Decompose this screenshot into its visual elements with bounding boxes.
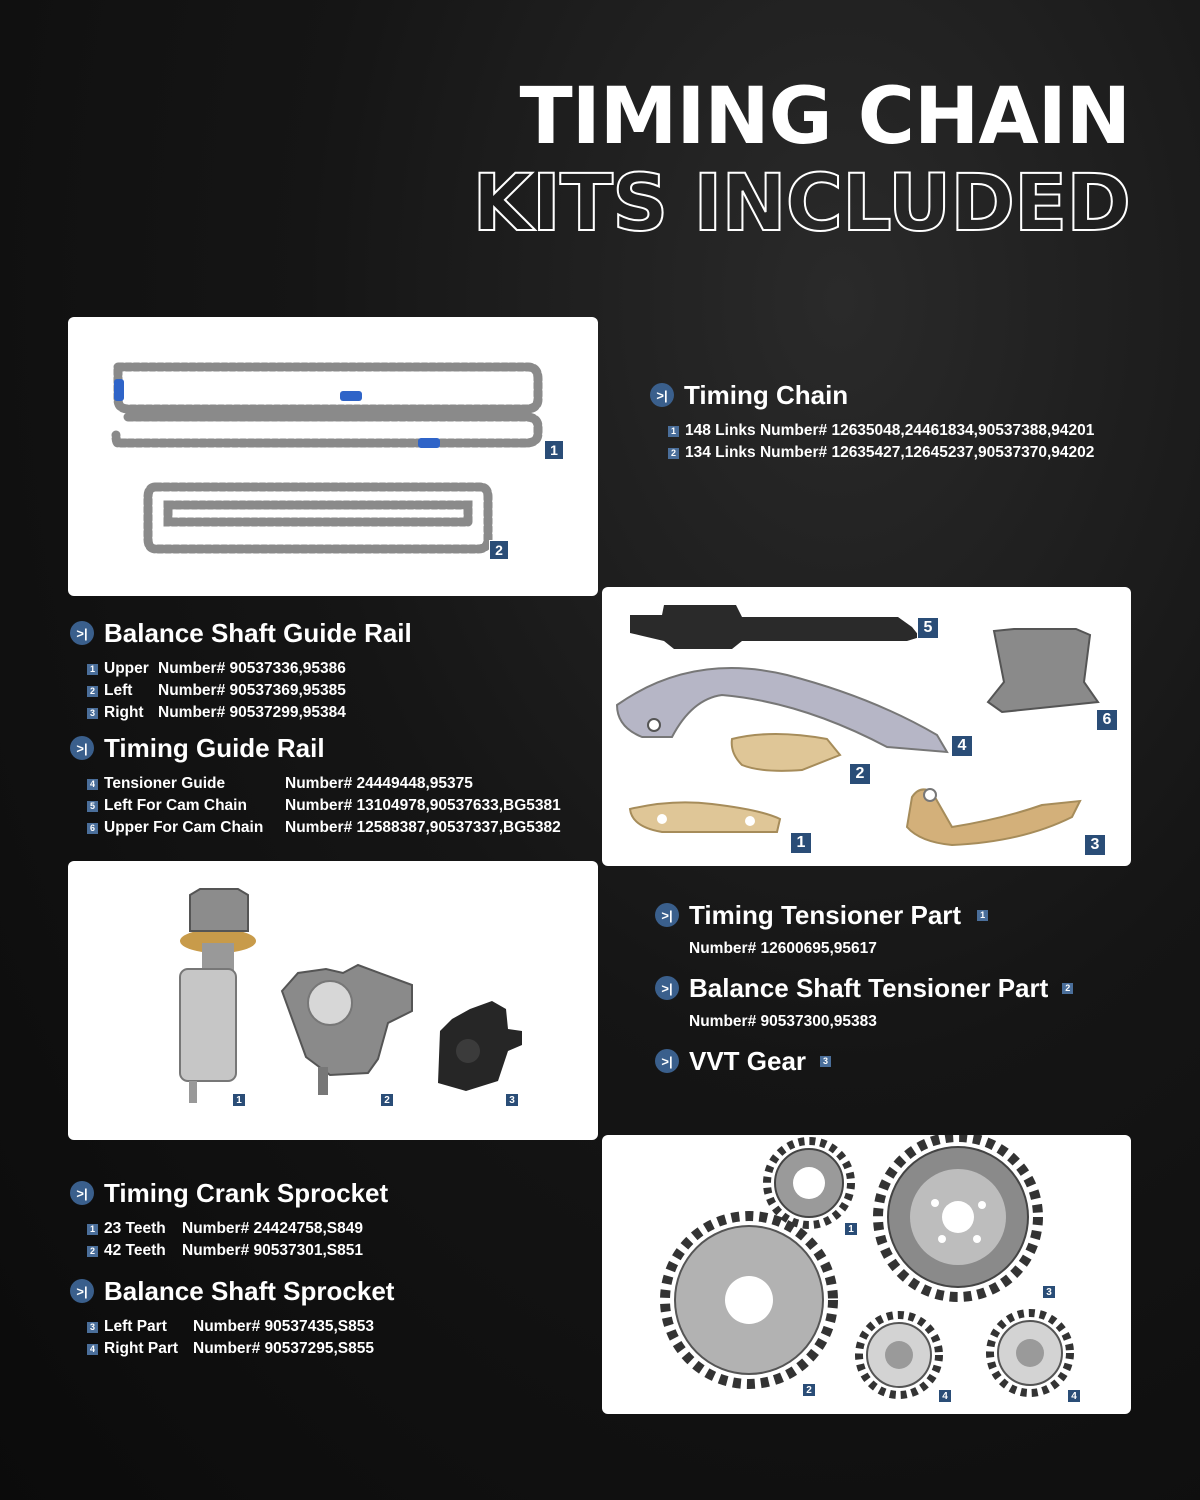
timing-chain-section [650,382,1094,464]
title-line-2: KITS INCLUDED [472,159,1130,249]
list-item: 4 Tensioner Guide Number# 24449448,95375 [87,773,561,795]
panel-badge: 4 [938,1389,952,1403]
list-item: 6 Upper For Cam Chain Number# 12588387,90537337,BG5382 [87,817,561,839]
part-number: Number# 12600695,95617 [689,940,877,957]
chevron-right-icon: >| [655,1049,679,1073]
panel-badge: 6 [1096,709,1118,731]
panel-badge: 4 [1067,1389,1081,1403]
chevron-right-icon: >| [655,903,679,927]
timing-chain-illustration [68,317,598,596]
timing-guide-rail-title: >| Timing Guide Rail [70,735,561,761]
panel-badge: 2 [489,540,509,560]
panel-badge: 3 [1084,834,1106,856]
list-item: 3 Left Part Number# 90537435,S853 [87,1316,394,1338]
balance-shaft-guide-rail-section [70,620,412,724]
chevron-right-icon: >| [70,1181,94,1205]
list-item: 2 42 Teeth Number# 90537301,S851 [87,1240,388,1262]
list-item: 1 148 Links Number# 12635048,24461834,90537388,94201 [668,420,1094,442]
timing-chain-image [68,317,598,596]
part-number: Number# 90537300,95383 [689,1013,877,1030]
list-item: 5 Left For Cam Chain Number# 13104978,90537633,BG5381 [87,795,561,817]
timing-crank-sprocket-section [70,1180,388,1262]
balance-shaft-tensioner-title: >| Balance Shaft Tensioner Part 2 [655,975,1079,1001]
balance-shaft-sprocket-section [70,1278,394,1360]
timing-tensioner-section [655,902,994,958]
chevron-right-icon: >| [70,736,94,760]
panel-badge: 2 [380,1093,394,1107]
timing-guide-rail-section [70,735,561,839]
panel-badge: 5 [917,617,939,639]
vvt-gear-title: >| VVT Gear 3 [655,1048,837,1074]
panel-badge: 3 [1042,1285,1056,1299]
balance-shaft-guide-rail-title: >| Balance Shaft Guide Rail [70,620,412,646]
vvt-gear-section [655,1048,837,1074]
panel-badge: 2 [849,763,871,785]
title-line-1: TIMING CHAIN [519,72,1130,162]
timing-tensioner-title: >| Timing Tensioner Part 1 [655,902,994,928]
chevron-right-icon: >| [650,383,674,407]
balance-shaft-tensioner-section [655,975,1079,1031]
chevron-right-icon: >| [70,621,94,645]
panel-badge: 1 [844,1222,858,1236]
chevron-right-icon: >| [70,1279,94,1303]
tensioners-image [68,861,598,1140]
panel-badge: 2 [802,1383,816,1397]
sprockets-image [602,1135,1131,1414]
timing-chain-title: >| Timing Chain [650,382,1094,408]
list-item: 4 Right Part Number# 90537295,S855 [87,1338,394,1360]
panel-badge: 1 [544,440,564,460]
list-item: 1 Upper Number# 90537336,95386 [87,658,412,680]
list-item: 3 Right Number# 90537299,95384 [87,702,412,724]
list-item: 2 134 Links Number# 12635427,12645237,90537370,94202 [668,442,1094,464]
panel-badge: 1 [232,1093,246,1107]
panel-badge: 4 [951,735,973,757]
sprockets-illustration [602,1135,1131,1414]
panel-badge: 1 [790,832,812,854]
guide-rails-image [602,587,1131,866]
balance-shaft-sprocket-title: >| Balance Shaft Sprocket [70,1278,394,1304]
panel-badge: 3 [505,1093,519,1107]
chevron-right-icon: >| [655,976,679,1000]
guide-rails-illustration [602,587,1131,866]
list-item: 2 Left Number# 90537369,95385 [87,680,412,702]
timing-crank-sprocket-title: >| Timing Crank Sprocket [70,1180,388,1206]
list-item: 1 23 Teeth Number# 24424758,S849 [87,1218,388,1240]
